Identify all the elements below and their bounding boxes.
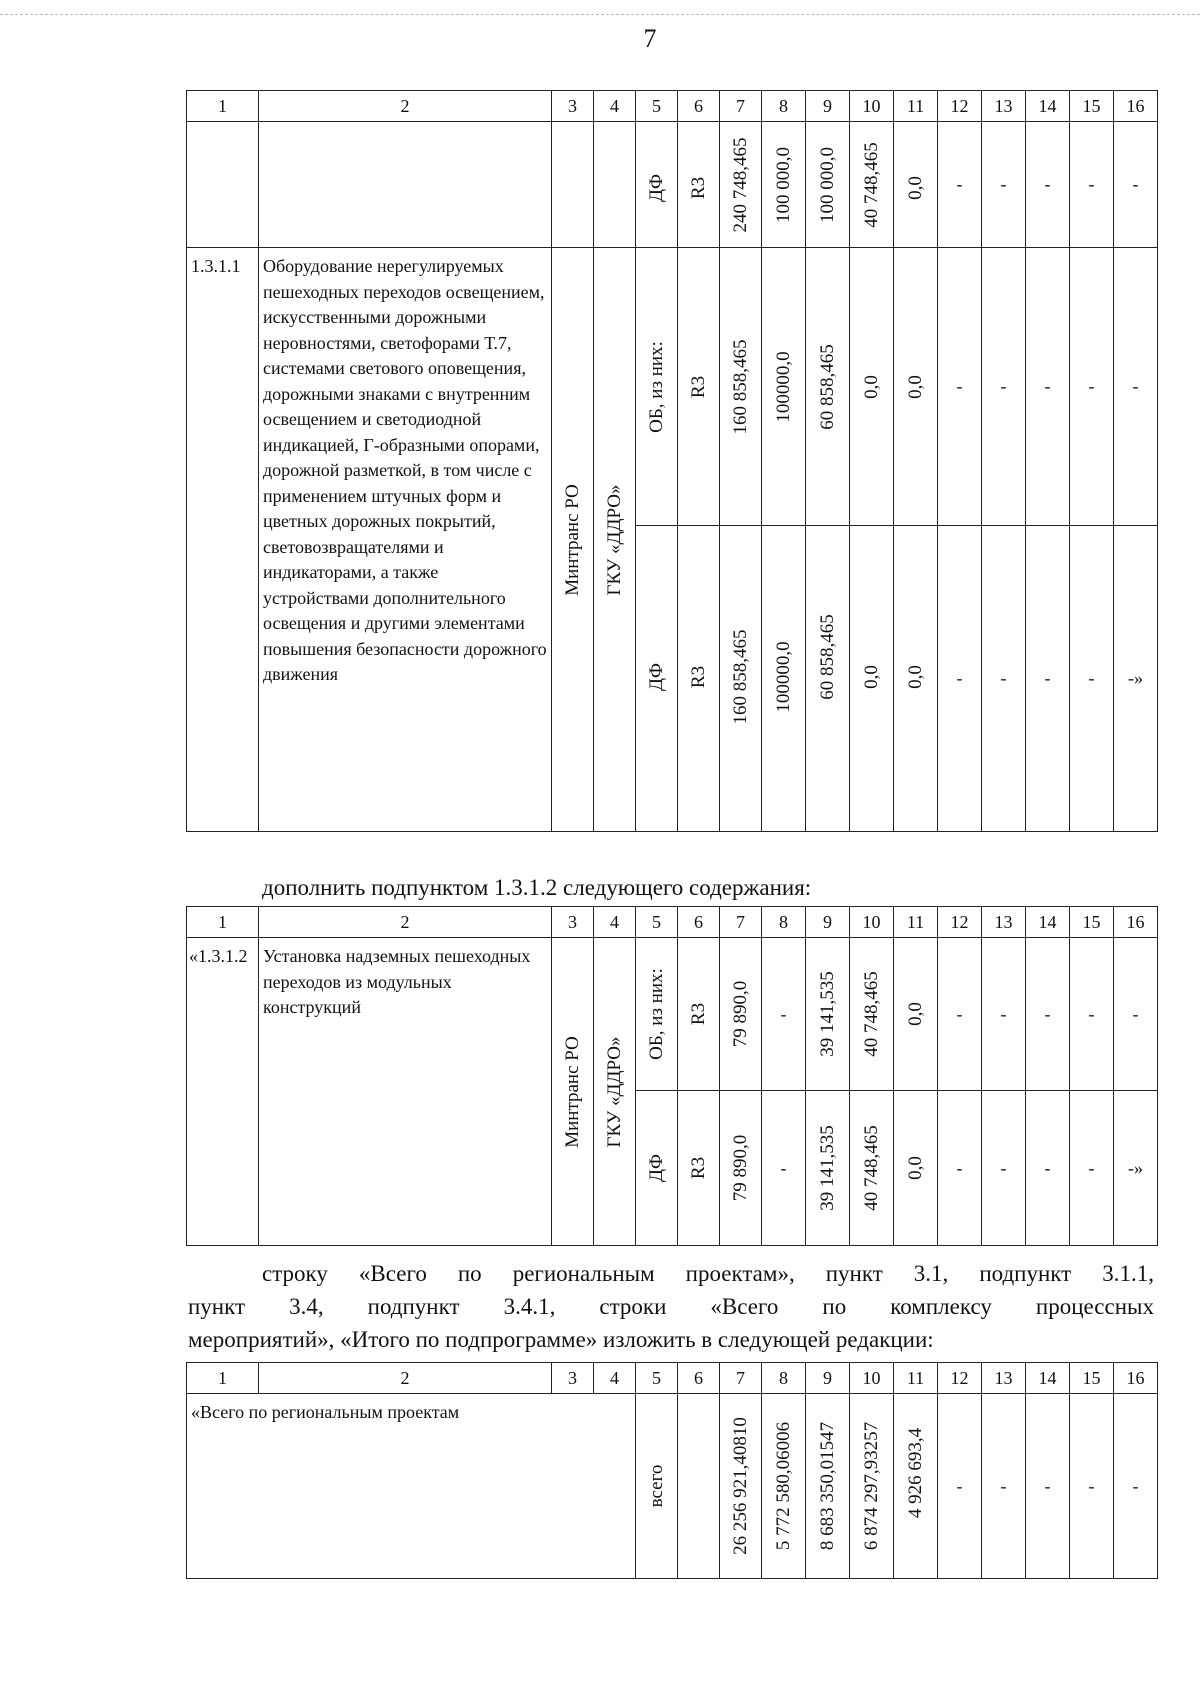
value-cell: - [938,1394,982,1579]
table-1-header-row [187,91,1158,122]
paragraph-line-2: пункт 3.4, подпункт 3.4.1, строки «Всего по комплексу процессных [188,1294,1154,1319]
cell-empty [678,1394,720,1579]
value-cell: - [1026,938,1070,1091]
fund-source-cell: ОБ, из них: [636,248,678,526]
paragraph-line-3: мероприятий», «Итого по подпрограмме» изложить в следующей редакции: [188,1327,934,1352]
value-cell: 0,0 [894,526,938,832]
col-num: 5 [636,91,678,122]
code-cell: R3 [678,248,720,526]
value-cell: - [982,1091,1026,1246]
value-cell: - [982,938,1026,1091]
col-num: 15 [1070,91,1114,122]
col-num: 9 [806,1363,850,1394]
fund-source-cell: ДФ [636,526,678,832]
code-cell: R3 [678,1091,720,1246]
col-num: 12 [938,91,982,122]
value-cell: - [1114,1394,1158,1579]
value-cell: - [982,248,1026,526]
cell-empty [187,122,259,248]
value-cell: 160 858,465 [720,248,762,526]
value-cell: - [938,122,982,248]
col-num: 12 [938,1363,982,1394]
value-cell: 100 000,0 [762,122,806,248]
col-num: 1 [187,91,259,122]
col-num: 8 [762,1363,806,1394]
col-num: 6 [678,91,720,122]
code-cell: R3 [678,122,720,248]
value-cell: 0,0 [894,1091,938,1246]
value-cell: 240 748,465 [720,122,762,248]
value-cell: - [1070,526,1114,832]
table-3-header-row [187,1363,1158,1394]
col-num: 9 [806,91,850,122]
item-number: «1.3.1.2 [187,938,259,1246]
col-num: 16 [1114,91,1158,122]
value-cell: -» [1114,1091,1158,1246]
value-cell: - [1070,1394,1114,1579]
paragraph-line-1: строку «Всего по региональным проектам», пункт 3.1, подпункт 3.1.1, [262,1261,1154,1286]
col-num: 13 [982,907,1026,938]
value-cell: 26 256 921,40810 [720,1394,762,1579]
value-cell: 40 748,465 [850,122,894,248]
col-num: 10 [850,1363,894,1394]
responsible-cell: Минтранс РО [552,938,594,1246]
col-num: 14 [1026,907,1070,938]
cell-empty [552,122,594,248]
value-cell: - [1026,1394,1070,1579]
col-num: 10 [850,91,894,122]
col-num: 15 [1070,907,1114,938]
value-cell: 39 141,535 [806,1091,850,1246]
value-cell: 0,0 [894,938,938,1091]
col-num: 4 [594,91,636,122]
total-label: «Всего по региональным проектам [187,1394,636,1579]
paragraph-add-subitem: дополнить подпунктом 1.3.1.2 следующего содержания: [262,875,812,900]
value-cell: 100000,0 [762,526,806,832]
value-cell: 0,0 [850,248,894,526]
value-cell: 100 000,0 [806,122,850,248]
col-num: 14 [1026,1363,1070,1394]
value-cell: - [1070,1091,1114,1246]
col-num: 4 [594,907,636,938]
col-num: 11 [894,907,938,938]
value-cell: 39 141,535 [806,938,850,1091]
item-description: Установка надземных пешеходных переходов из модульных конструкций [259,938,552,1246]
value-cell: - [1070,122,1114,248]
value-cell: - [1114,938,1158,1091]
executor-cell: ГКУ «ДДРО» [594,248,636,832]
col-num: 11 [894,91,938,122]
table-1-top-row [187,122,1158,248]
value-cell: - [762,938,806,1091]
fund-source-cell: ОБ, из них: [636,938,678,1091]
value-cell: 6 874 297,93257 [850,1394,894,1579]
item-description: Оборудование нерегулируемых пешеходных переходов освещением, искусственными дорожными неровностями, светофорами Т.7, системами светового оповещения, дорожными знаками с внутренним освещением и светодиодной индикацией, Г-образными опорами, дорожной разметкой, в том числе с применением штучных форм и цветных дорожных покрытий, световозвращателями и индикаторами, а также устройствами дополнительного освещения и другими элементами повышения безопасности дорожного движения [259,248,552,832]
col-num: 9 [806,907,850,938]
value-cell: 60 858,465 [806,248,850,526]
col-num: 13 [982,1363,1026,1394]
cell-empty [594,122,636,248]
col-num: 3 [552,1363,594,1394]
value-cell: - [982,526,1026,832]
table-1 [186,90,1158,832]
col-num: 2 [259,1363,552,1394]
col-num: 2 [259,907,552,938]
col-num: 12 [938,907,982,938]
col-num: 1 [187,1363,259,1394]
col-num: 4 [594,1363,636,1394]
item-number: 1.3.1.1 [187,248,259,832]
page-number: 7 [643,24,657,53]
col-num: 8 [762,91,806,122]
col-num: 11 [894,1363,938,1394]
col-num: 7 [720,907,762,938]
table-1-item-row-ob [187,248,1158,526]
executor-cell: ГКУ «ДДРО» [594,938,636,1246]
value-cell: - [1114,248,1158,526]
value-cell: 4 926 693,4 [894,1394,938,1579]
value-cell: - [938,526,982,832]
value-cell: - [1026,122,1070,248]
fund-source-cell: ДФ [636,122,678,248]
value-cell: - [762,1091,806,1246]
col-num: 7 [720,91,762,122]
col-num: 8 [762,907,806,938]
table-3 [186,1362,1158,1579]
table-2-header-row [187,907,1158,938]
value-cell: 40 748,465 [850,938,894,1091]
code-cell: R3 [678,938,720,1091]
col-num: 7 [720,1363,762,1394]
value-cell: 40 748,465 [850,1091,894,1246]
col-num: 13 [982,91,1026,122]
value-cell: 5 772 580,06006 [762,1394,806,1579]
value-cell: 160 858,465 [720,526,762,832]
table-2-row-ob [187,938,1158,1091]
col-num: 16 [1114,1363,1158,1394]
col-num: 16 [1114,907,1158,938]
value-cell: 8 683 350,01547 [806,1394,850,1579]
value-cell: - [938,938,982,1091]
fund-source-cell: всего [636,1394,678,1579]
value-cell: -» [1114,526,1158,832]
col-num: 6 [678,1363,720,1394]
col-num: 2 [259,91,552,122]
value-cell: 0,0 [850,526,894,832]
value-cell: 0,0 [894,248,938,526]
value-cell: - [982,1394,1026,1579]
col-num: 14 [1026,91,1070,122]
col-num: 10 [850,907,894,938]
col-num: 3 [552,91,594,122]
col-num: 6 [678,907,720,938]
value-cell: - [1070,938,1114,1091]
table-2 [186,906,1158,1246]
value-cell: - [1026,1091,1070,1246]
col-num: 5 [636,1363,678,1394]
value-cell: - [1114,122,1158,248]
fund-source-cell: ДФ [636,1091,678,1246]
value-cell: - [1070,248,1114,526]
cell-empty [259,122,552,248]
responsible-cell: Минтранс РО [552,248,594,832]
code-cell: R3 [678,526,720,832]
value-cell: 0,0 [894,122,938,248]
value-cell: 60 858,465 [806,526,850,832]
col-num: 1 [187,907,259,938]
value-cell: - [982,122,1026,248]
table-3-total-row [187,1394,1158,1579]
col-num: 3 [552,907,594,938]
value-cell: 79 890,0 [720,1091,762,1246]
value-cell: - [938,248,982,526]
value-cell: - [1026,526,1070,832]
col-num: 15 [1070,1363,1114,1394]
value-cell: - [1026,248,1070,526]
col-num: 5 [636,907,678,938]
value-cell: - [938,1091,982,1246]
value-cell: 100000,0 [762,248,806,526]
value-cell: 79 890,0 [720,938,762,1091]
scan-artifact-line [0,14,1200,19]
